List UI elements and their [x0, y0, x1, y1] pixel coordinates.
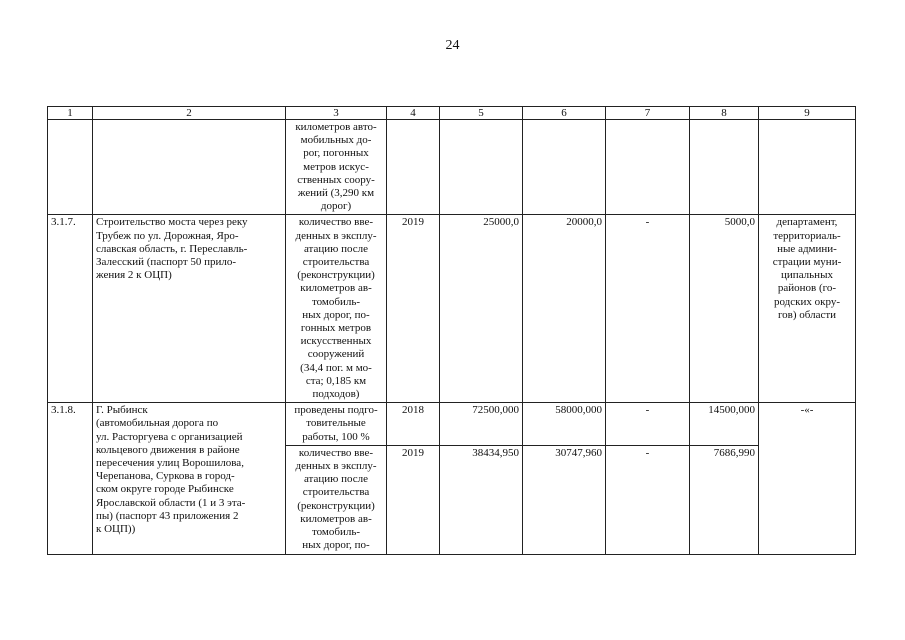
federal-amount [606, 120, 690, 215]
column-number: 6 [523, 107, 606, 120]
local-amount: 5000,0 [690, 215, 759, 403]
table-row-3-1-7 [48, 215, 856, 403]
item-name: Г. Рыбинск (автомобильная дорога по ул. Расторгуева с организацией кольцевого движения в районе пересечения улиц Ворошилова, Черепанова, Суркова в город- ском округе городе Рыбинске Ярославской области (1 и 3 эта- пы) (паспорт 43 приложения 2 к ОЦП)) [93, 403, 286, 554]
column-number: 1 [48, 107, 93, 120]
local-amount [690, 120, 759, 215]
item-name: Строительство моста через реку Трубеж по ул. Дорожная, Яро- славская область, г. Переславль- Залесский (паспорт 50 прило- жения 2 к ОЦП) [93, 215, 286, 403]
executor [759, 120, 856, 215]
regional-amount [523, 120, 606, 215]
column-number: 9 [759, 107, 856, 120]
item-number: 3.1.8. [48, 403, 93, 554]
year: 2018 [387, 403, 440, 446]
total-amount: 72500,000 [440, 403, 523, 446]
column-number: 2 [93, 107, 286, 120]
column-number-row [48, 107, 856, 120]
executor: -«- [759, 403, 856, 554]
year: 2019 [387, 445, 440, 554]
column-number: 8 [690, 107, 759, 120]
item-number [48, 120, 93, 215]
program-table [47, 106, 856, 555]
item-number: 3.1.7. [48, 215, 93, 403]
federal-amount: - [606, 445, 690, 554]
local-amount: 14500,000 [690, 403, 759, 446]
page-number: 24 [445, 38, 460, 53]
column-number: 7 [606, 107, 690, 120]
year [387, 120, 440, 215]
table-row-3-1-8 [48, 403, 856, 446]
federal-amount: - [606, 403, 690, 446]
year: 2019 [387, 215, 440, 403]
regional-amount: 30747,960 [523, 445, 606, 554]
column-number: 4 [387, 107, 440, 120]
item-name [93, 120, 286, 215]
local-amount: 7686,990 [690, 445, 759, 554]
total-amount [440, 120, 523, 215]
executor: департамент, территориаль- ные админи- страции муни- ципальных районов (го- родских окру- гов) области [759, 215, 856, 403]
indicator: проведены подго- товительные работы, 100 % [286, 403, 387, 446]
total-amount: 25000,0 [440, 215, 523, 403]
federal-amount: - [606, 215, 690, 403]
regional-amount: 20000,0 [523, 215, 606, 403]
indicator: количество вве- денных в эксплу- атацию после строительства (реконструкции) километров ав- томобиль- ных дорог, по- гонных метров искусственных сооружений (34,4 пог. м мо- ста; 0,185 км подходов) [286, 215, 387, 403]
indicator: километров авто- мобильных до- рог, погонных метров искус- ственных соору- жений (3,290 км дорог) [286, 120, 387, 215]
regional-amount: 58000,000 [523, 403, 606, 446]
column-number: 3 [286, 107, 387, 120]
column-number: 5 [440, 107, 523, 120]
total-amount: 38434,950 [440, 445, 523, 554]
indicator: количество вве- денных в эксплу- атацию после строительства (реконструкции) километров ав- томобиль- ных дорог, по- [286, 445, 387, 554]
table-row-continuation [48, 120, 856, 215]
